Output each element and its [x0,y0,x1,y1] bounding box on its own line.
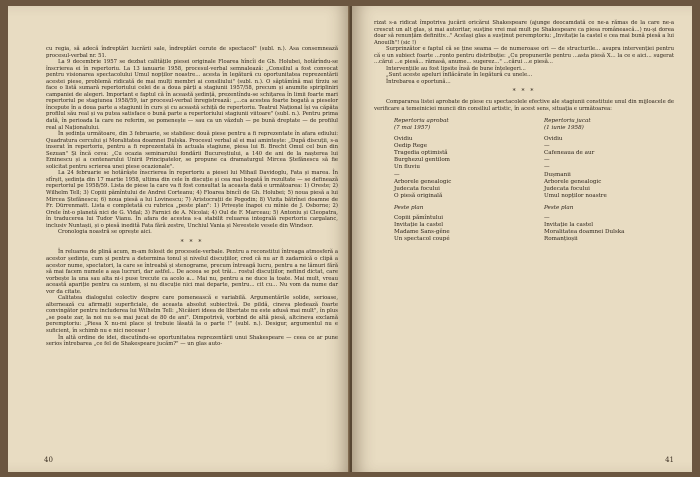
paragraph: La 24 februarie se hotărăște înscrierea în repertoriu a piesei lui Mihail Davidoglu, Fata și marea. În sfîrșit, ședința din 17 martie 1958, ultima din cele în discuție și cea mai bogată în rezultate — se definează repertoriul pe 1958/59. Lista de piese la care va fi fost consultat la aceasta dată e următoarea: 1) Oreste; 2) Wilhelm Tell; 3) Copiii pămîntului de Andrei Corteanu; 4) Floarea bincîi de Gh. Holubei; 5) noua piesă a lui Mircea Ștefănescu; 6) noua piesă a lui Lovinescu; 7) Aristocrații de Pogodin; 8) Vizita bătrînei doamne de Fr. Dürrenmatt. Lista e completată cu rubrica „peste plan": 1) Privește înapoi cu mînie de J. Osborne; 2) Orele înt-o planetă nici de G. Vidal; 3) Farnici de A. Nicolai; 4) Oul de F. Marceau; 5) Antoniu și Cleopatra, în traducerea lui Tudor Vianu. În afara de acestea s-a stabilit reluarea integrală repertoriu cargalanc, inclusiv Nuntașii, și o piesă inedită Fata fără zestre, Unchiul Vania și Nevestele vesele din Windsor. [46,170,338,229]
list-item: Umul nopților noastre [544,193,607,200]
list-item: Arborele genealogic [544,178,602,185]
repertoire-comparison-table [374,118,674,243]
list-item: Invitație la castel [544,221,594,228]
list-item: Un spectacol coupé [394,236,450,243]
paragraph: Surprinzător e faptul că se ține seama — de numeroase ori — de structurile... asupra intervenției pentru că e un subiect foarte ...ronto pentru distribuție: „Cu propunerile pentru ...asta piesă X... la ce e aici... sugerat ...cărui ...e piesă... rămasă, anume... sugerez..." ...cărui ...e piesă... [374,46,674,66]
page-number-left: 40 [44,456,53,464]
list-item: Judecata focului [544,185,590,192]
paragraph: Compararea listei aprobate de piese cu spectacolele efective ale stagiunii constituie unul din mijloacele de verificare a temeiniciei muncii din consiliul artistic, în acest sens, situația e următoarea: [374,99,674,112]
list-item: Oedip Rege [394,142,428,149]
list-item: Copiii pămîntului [394,214,444,221]
paragraph: Întrebarea e oportună... [386,78,451,85]
column-header: Repertoriu aprobat (7 mai 1957) [394,118,449,132]
list-item: Ovidiu [544,135,563,142]
list-item: Un fluviu [394,164,420,171]
right-page-text [374,20,674,243]
list-item: Madame Sans-gêne [394,228,450,235]
left-page-text [46,46,338,348]
page-number-right: 41 [665,456,674,464]
section-separator: * * * [512,88,536,96]
paragraph: Calitatea dialogului colectiv despre care pomenească e variabilă. Argumentările solide, serioase, alternează cu afirmații superficiale, de aceasta absolut subiectivă. De pildă, cineva pledează foarte convingător pentru includerea lui Wilhelm Tell: „Nicăieri ideea de libertate nu este adusă mai mult", în plus „se poate zar, la noi nu s-a mai jucat de 80 de ani". Dimpotrivă, vorbind de altă piesă, altcineva exclamă peremptoriu: „Piesa X nu-mi place și trebuie lăsată la o parte !" (subl. n.). Desigur, argumentul nu e suficient, în schimb nu e nici necesar ! [46,295,338,334]
subheader: Peste plan [544,205,574,212]
played-repertoire-column [524,118,674,243]
list-item: Tragedia optimistă [394,149,448,156]
left-page [8,6,350,472]
list-item: Judecata focului [394,185,440,192]
paragraph: Intervențiile au fost lipsite însă de bune înțelegeri... [386,65,526,72]
paragraph: În altă ordine de idei, discutîndu-se oportunitatea reprezentării unui Shakespeare — ceea ce ar pune serios întrebarea „ce fel de Shakespeare jucăm?" — un glas auto- [46,334,338,348]
list-item: Romanțioșii [544,236,578,243]
list-item: Burghezul gentilom [394,157,450,164]
list-item: — [544,164,550,171]
section-separator: * * * [180,238,204,246]
subheader: Peste plan [394,205,424,212]
list-item: Cafeneaua de aur [544,149,595,156]
list-item: — [394,171,400,178]
list-item: Moralitatea doamnei Dulska [544,228,625,235]
list-item: Ovidiu [394,135,413,142]
list-item: — [544,157,550,164]
paragraph: În ședința următoare, din 3 februarie, se stabilesc două piese pentru a fi reprezentate în afara ediului: Quadratura cercului și Moralitatea doamnei Dulska. Procesul verbal al ei mai amintește: „După discuții, s-a inserat în repertoriu, pentru a fi reprezentată în actuala stagiune, piesa lui B. Brecht Omul cel bun din Sezuan" Și încă ceva: „Cu ocazia seminarului fondării Bucureștiului, a 140 de ani de la nașterea lui Eminescu și a centenarului Unirii Principatelor, se propune ca dramaturgul Mircea Ștefănescu să fie solicitat pentru scrierea unei piese ocazionale". [46,131,338,170]
paragraph: Cronologia noastră se oprește aici. [58,229,152,236]
list-item: — [544,142,550,149]
paragraph: În reluarea de plină acum, m-am folosit de procesele-verbale. Pentru a reconstitui întreaga atmosferă a acestor ședințe, cum și pentru a determina tonul și nivelul discuțiilor, cred că nu ar fi zadarnică o clipă a acestor nume, spectatori, la care se întreabă și stenograme, precum întreagă lucru, pentru a ne lămuri fără să mai facem numele a așa lucruri, dar astfel... De aceea se pot trăi... rostul discuțiilor, nefiind dictat, care vorbește la una sau alta ni-i puse trecute ca acolo a... Mai nu, pentru a ne duce la toate. Mai mult, vreau această apariție pentru ca suntem, și nu discuție nici mai departe, pentru... cit cu... Nu vom da nume dar vor da citate. [46,249,338,295]
list-item: — [544,214,550,221]
list-item: Dușmanii [544,171,571,178]
paragraph: „Sunt aceste apeluri înflăcărate în legătură cu unele... [386,72,533,79]
paragraph: cu regia, să adecă îndreptări lucrării sale, îndreptări cerute de spectacol" (subl. n.). Asa consemnează procesul-verbal nr. 51. [46,46,338,59]
paragraph: La 9 decembrie 1957 se dezbat calitățile piesei originale Floarea hîncîi de Gh. Holubei, hotărîndu-se înscrierea ei în repertoriu. La 13 ianuarie 1958, procesul-verbal semnalează: „Consiliul a fost convocat pentru visionarea spectacolului Umul nopților noastre... acesta în legătură cu oportunitatea reprezentării acestei piese, problemă ridicată de mai mulți membri ai consiliului" (subl. n.). O săptămînă mai tîrziu se face o listă sumară repertoriului celei de a doua părți a stagiunii 1957/58, precum și anumite spiripliniri campaniei de alegeri. Important e faptul că în această ședință, prezentîndu-se schițarea în limii foarte mari repertoriul pe stagiunea 1958/59, iar procesul-verbal înregistrează: „...ca acestea foarte bogată a pieselor începute în a doua parte a stagiunii în curs și cu această schiță de repertoriu. Teatrul Național își va căpăta profilul său real și va putea satisface o bună parte a repertoriului stagiunii viitoare" (subl. n.). Pentru prima dată, în perioada la care ne referim, se pomenește — sau ca un văzduh — pe bună dreptate — de profilul real al Naționalului. [46,59,338,131]
approved-repertoire-column [374,118,524,243]
list-item: Arborele genealogic [394,178,452,185]
list-item: Invitație la castel [394,221,444,228]
right-page [352,6,692,472]
list-item: O piesă originală [394,193,443,200]
column-header: Repertoriu jucat (1 iunie 1958) [544,118,591,132]
paragraph: rizat s-a ridicat împotriva jucării oricărui Shakespeare (ajunge deocamdată ce ne-a rămas de la care ne-a crescut un alt glas, și mai autoritar, susține vrei mai mult pe Shakespeare ca piesa românească...) nu-și dorea doar să renunțăm definitiv..." Același glas a susținut peremptoriu: „Invitație la castel e cea mai bună piesă a lui Anouilh"! (sic !) [374,20,674,46]
